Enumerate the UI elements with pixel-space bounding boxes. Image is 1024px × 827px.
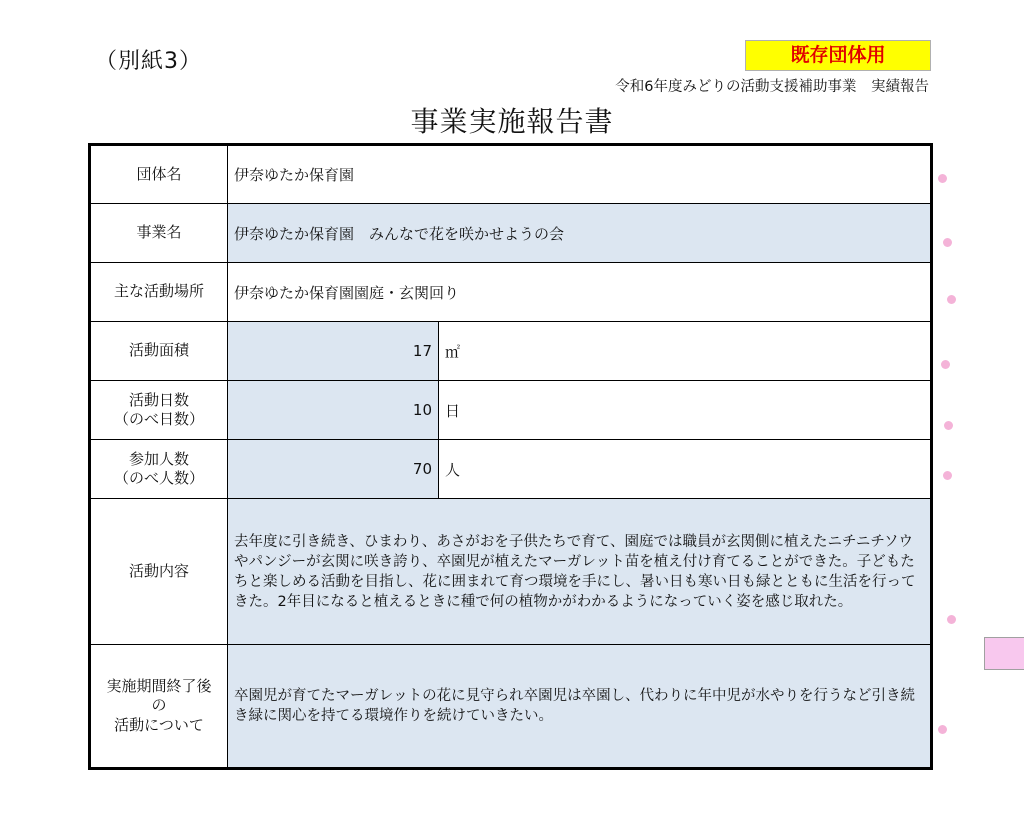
after-period-label-line3: 活動について — [114, 715, 204, 734]
project-name-value[interactable]: 伊奈ゆたか保育園 みんなで花を咲かせようの会 — [228, 204, 932, 263]
participants-label — [90, 440, 228, 499]
margin-dot — [947, 295, 956, 304]
after-period-value[interactable]: 卒園児が育てたマーガレットの花に見守られ卒園児は卒園し、代わりに年中児が水やりを行うなど引き続き緑に関心を持てる環境作りを続けていきたい。 — [228, 645, 932, 769]
side-tab[interactable] — [984, 637, 1024, 670]
row-after-period — [90, 645, 932, 769]
group-name-label: 団体名 — [90, 145, 228, 204]
activity-area-label: 活動面積 — [90, 322, 228, 381]
margin-dot — [938, 725, 947, 734]
project-name-label: 事業名 — [90, 204, 228, 263]
participants-label-line2: （のべ人数） — [113, 469, 204, 487]
participants-value[interactable]: 70 — [228, 440, 439, 499]
activity-content-label: 活動内容 — [90, 499, 228, 645]
activity-content-value[interactable]: 去年度に引き続き、ひまわり、あさがおを子供たちで育て、園庭では職員が玄関側に植えたニチニチソウやパンジーが玄関に咲き誇り、卒園児が植えたマーガレット苗を植え付け育てることができた。子どもたちと楽しめる活動を目指し、花に囲まれて育つ環境を手にし、暑い日も寒い日も緑とともに生活を行ってきた。2年目になると植えるときに種で何の植物かがわかるようになっていく姿を感じ取れた。 — [228, 499, 932, 645]
main-location-label: 主な活動場所 — [90, 263, 228, 322]
activity-days-unit: 日 — [439, 381, 932, 440]
activity-days-label — [90, 381, 228, 440]
main-location-value[interactable]: 伊奈ゆたか保育園園庭・玄関回り — [228, 263, 932, 322]
participants-unit: 人 — [439, 440, 932, 499]
after-period-label — [90, 645, 228, 769]
row-group-name — [90, 145, 932, 204]
page-title: 事業実施報告書 — [410, 105, 614, 138]
row-activity-content — [90, 499, 932, 645]
activity-area-unit: ㎡ — [439, 322, 932, 381]
activity-days-value[interactable]: 10 — [228, 381, 439, 440]
report-subtitle: 令和6年度みどりの活動支援補助事業 実績報告 — [615, 79, 929, 95]
activity-area-value[interactable]: 17 — [228, 322, 439, 381]
group-name-value[interactable]: 伊奈ゆたか保育園 — [228, 145, 932, 204]
report-table — [88, 143, 933, 770]
after-period-label-line2: の — [151, 696, 167, 715]
row-project-name — [90, 204, 932, 263]
margin-dot — [943, 471, 952, 480]
row-main-location — [90, 263, 932, 322]
existing-organization-badge: 既存団体用 — [745, 40, 931, 71]
participants-label-line1: 参加人数 — [128, 449, 189, 468]
margin-dot — [947, 615, 956, 624]
after-period-label-line1: 実施期間終了後 — [106, 676, 212, 695]
document-label: （別紙3） — [95, 49, 202, 74]
margin-dot — [941, 360, 950, 369]
margin-dot — [938, 174, 947, 183]
activity-days-label-line1: 活動日数 — [128, 390, 189, 409]
row-activity-area — [90, 322, 932, 381]
row-participants — [90, 440, 932, 499]
row-activity-days — [90, 381, 932, 440]
activity-days-label-line2: （のべ日数） — [113, 410, 204, 428]
margin-dot — [943, 238, 952, 247]
margin-dot — [944, 421, 953, 430]
